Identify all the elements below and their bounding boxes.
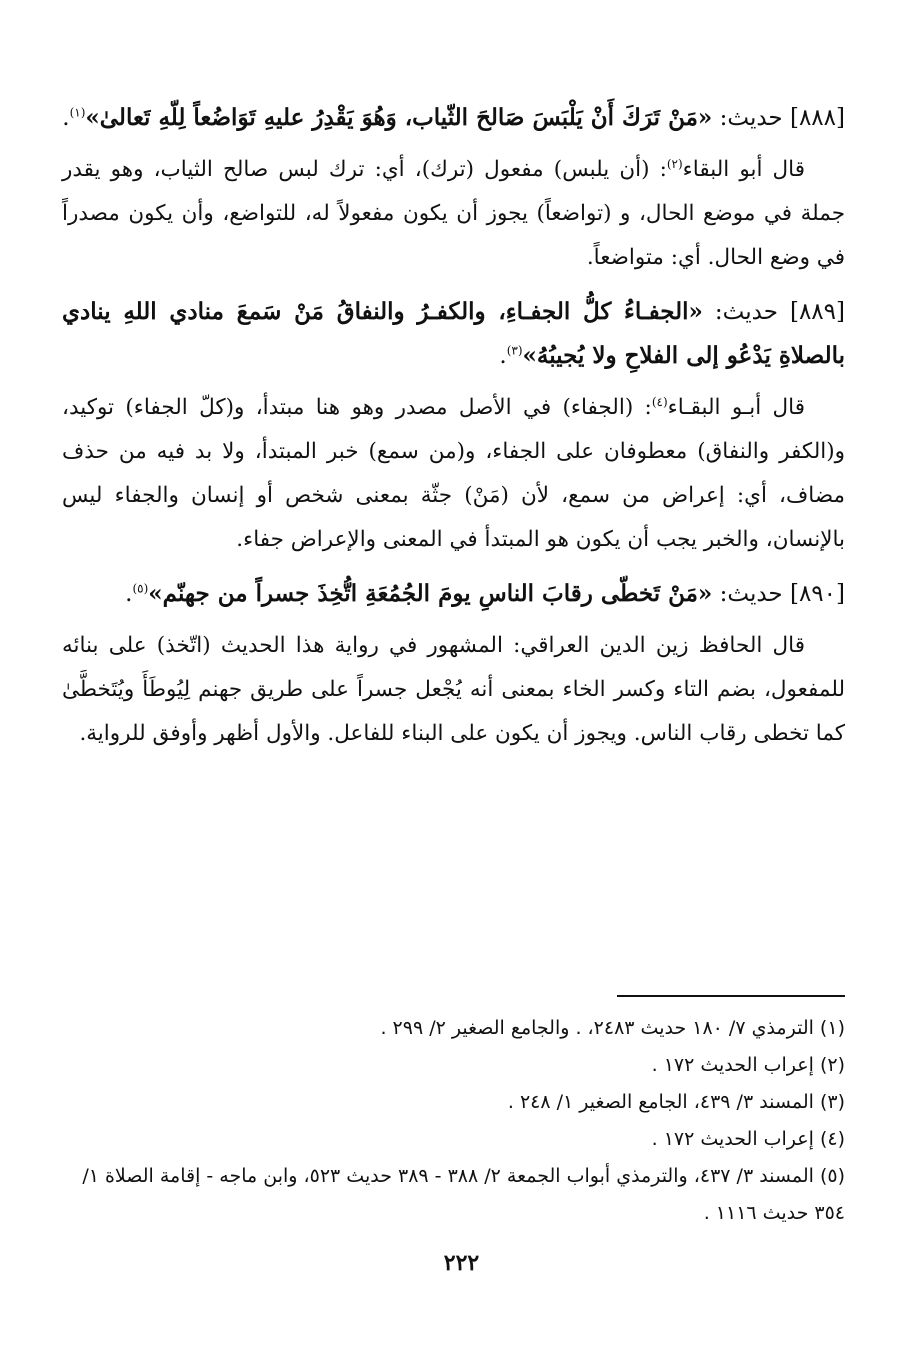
footnote-ref[interactable]: (٥) (132, 581, 149, 596)
commentary-text: : (أن يلبس) مفعول (ترك)، أي: ترك لبس صالح الثياب، وهو يقدر جملة في موضع الحال، و (تواضعاً) يجوز أن يكون مفعولاً له، للتواضع، وأن يكون مصدراً في وضع الحال. أي: متواضعاً. (62, 157, 845, 270)
commentary-890 (62, 624, 845, 756)
footnote-2: (٢) إعراب الحديث ١٧٢ . (651, 1054, 845, 1076)
hadith-entry-888 (62, 96, 845, 140)
hadith-text: «مَنْ تَخطّى رقابَ الناسِ يومَ الجُمُعَةِ اتُّخِذَ جسراً من جهنّم» (148, 580, 713, 607)
commentary-author: قال الحافظ زين الدين العراقي (520, 633, 805, 658)
hadith-text: «مَنْ تَرَكَ أَنْ يَلْبَسَ صَالحَ الثّياب، وَهُوَ يَقْدِرُ عليهِ تَوَاضُعاً لِلّهِ تَعالىٰ» (85, 104, 713, 131)
footnote-ref[interactable]: (١) (69, 105, 86, 120)
hadith-text: «الجفـاءُ كلُّ الجفـاءِ، والكفـرُ والنفاقُ مَنْ سَمعَ منادي اللهِ ينادي بالصلاةِ يَدْعُو إلى الفلاحِ ولا يُجيبُهُ» (62, 298, 845, 369)
footnote-ref[interactable]: (٢) (666, 156, 683, 171)
hadith-entry-890 (62, 572, 845, 616)
footnote-4: (٤) إعراب الحديث ١٧٢ . (651, 1128, 845, 1150)
commentary-author: قال أبو البقاء (682, 157, 805, 182)
hadith-number: [٨٨٨] (789, 105, 845, 131)
footnote-ref[interactable]: (٤) (651, 394, 668, 409)
hadith-entry-889 (62, 290, 845, 378)
commentary-888 (62, 148, 845, 280)
commentary-author: قال أبـو البقـاء (667, 395, 805, 420)
hadith-number: [٨٨٩] (789, 299, 845, 325)
footnote-ref[interactable]: (٣) (506, 343, 523, 358)
commentary-text: : المشهور في رواية هذا الحديث (اتّخذ) على بنائه للمفعول، بضم التاء وكسر الخاء بمعنى أنه يُجْعل جسراً على طريق جهنم لِيُوطَأَ ويُتَخطَّىٰ كما تخطى رقاب الناس. ويجوز أن يكون على البناء للفاعل. والأول أظهر وأوفق للرواية. (62, 633, 845, 746)
footnotes (62, 1010, 845, 1232)
entry-end: . (125, 581, 133, 607)
page-body (62, 96, 845, 766)
footnote-3: (٣) المسند ٣/ ٤٣٩، الجامع الصغير ١/ ٢٤٨ . (507, 1091, 845, 1113)
footnote-1: (١) الترمذي ٧/ ١٨٠ حديث ٢٤٨٣، . والجامع الصغير ٢/ ٢٩٩ . (380, 1017, 845, 1039)
commentary-889 (62, 386, 845, 562)
page-number: ٢٢٢ (443, 1250, 480, 1276)
hadith-number: [٨٩٠] (789, 581, 845, 607)
entry-end: . (62, 105, 70, 131)
commentary-text: : (الجفاء) في الأصل مصدر وهو هنا مبتدأ، و(كلّ الجفاء) توكيد، و(الكفر والنفاق) معطوفان على الجفاء، و(من سمع) خبر المبتدأ، ولا بد فيه من حذف مضاف، أي: إعراض من سمع، لأن (مَنْ) جثّة بمعنى شخص أو إنسان والجفاء ليس بالإنسان، والخبر يجب أن يكون هو المبتدأ في المعنى والإعراض جفاء. (62, 395, 845, 552)
hadith-label: حديث: (719, 105, 783, 131)
hadith-label: حديث: (719, 581, 783, 607)
hadith-label: حديث: (714, 299, 778, 325)
footnote-divider (617, 995, 845, 997)
entry-end: . (499, 343, 507, 369)
footnote-5: (٥) المسند ٣/ ٤٣٧، والترمذي أبواب الجمعة ٢/ ٣٨٨ - ٣٨٩ حديث ٥٢٣، وابن ماجه - إقامة الصلاة ١/ ٣٥٤ حديث ١١١٦ . (82, 1165, 845, 1224)
